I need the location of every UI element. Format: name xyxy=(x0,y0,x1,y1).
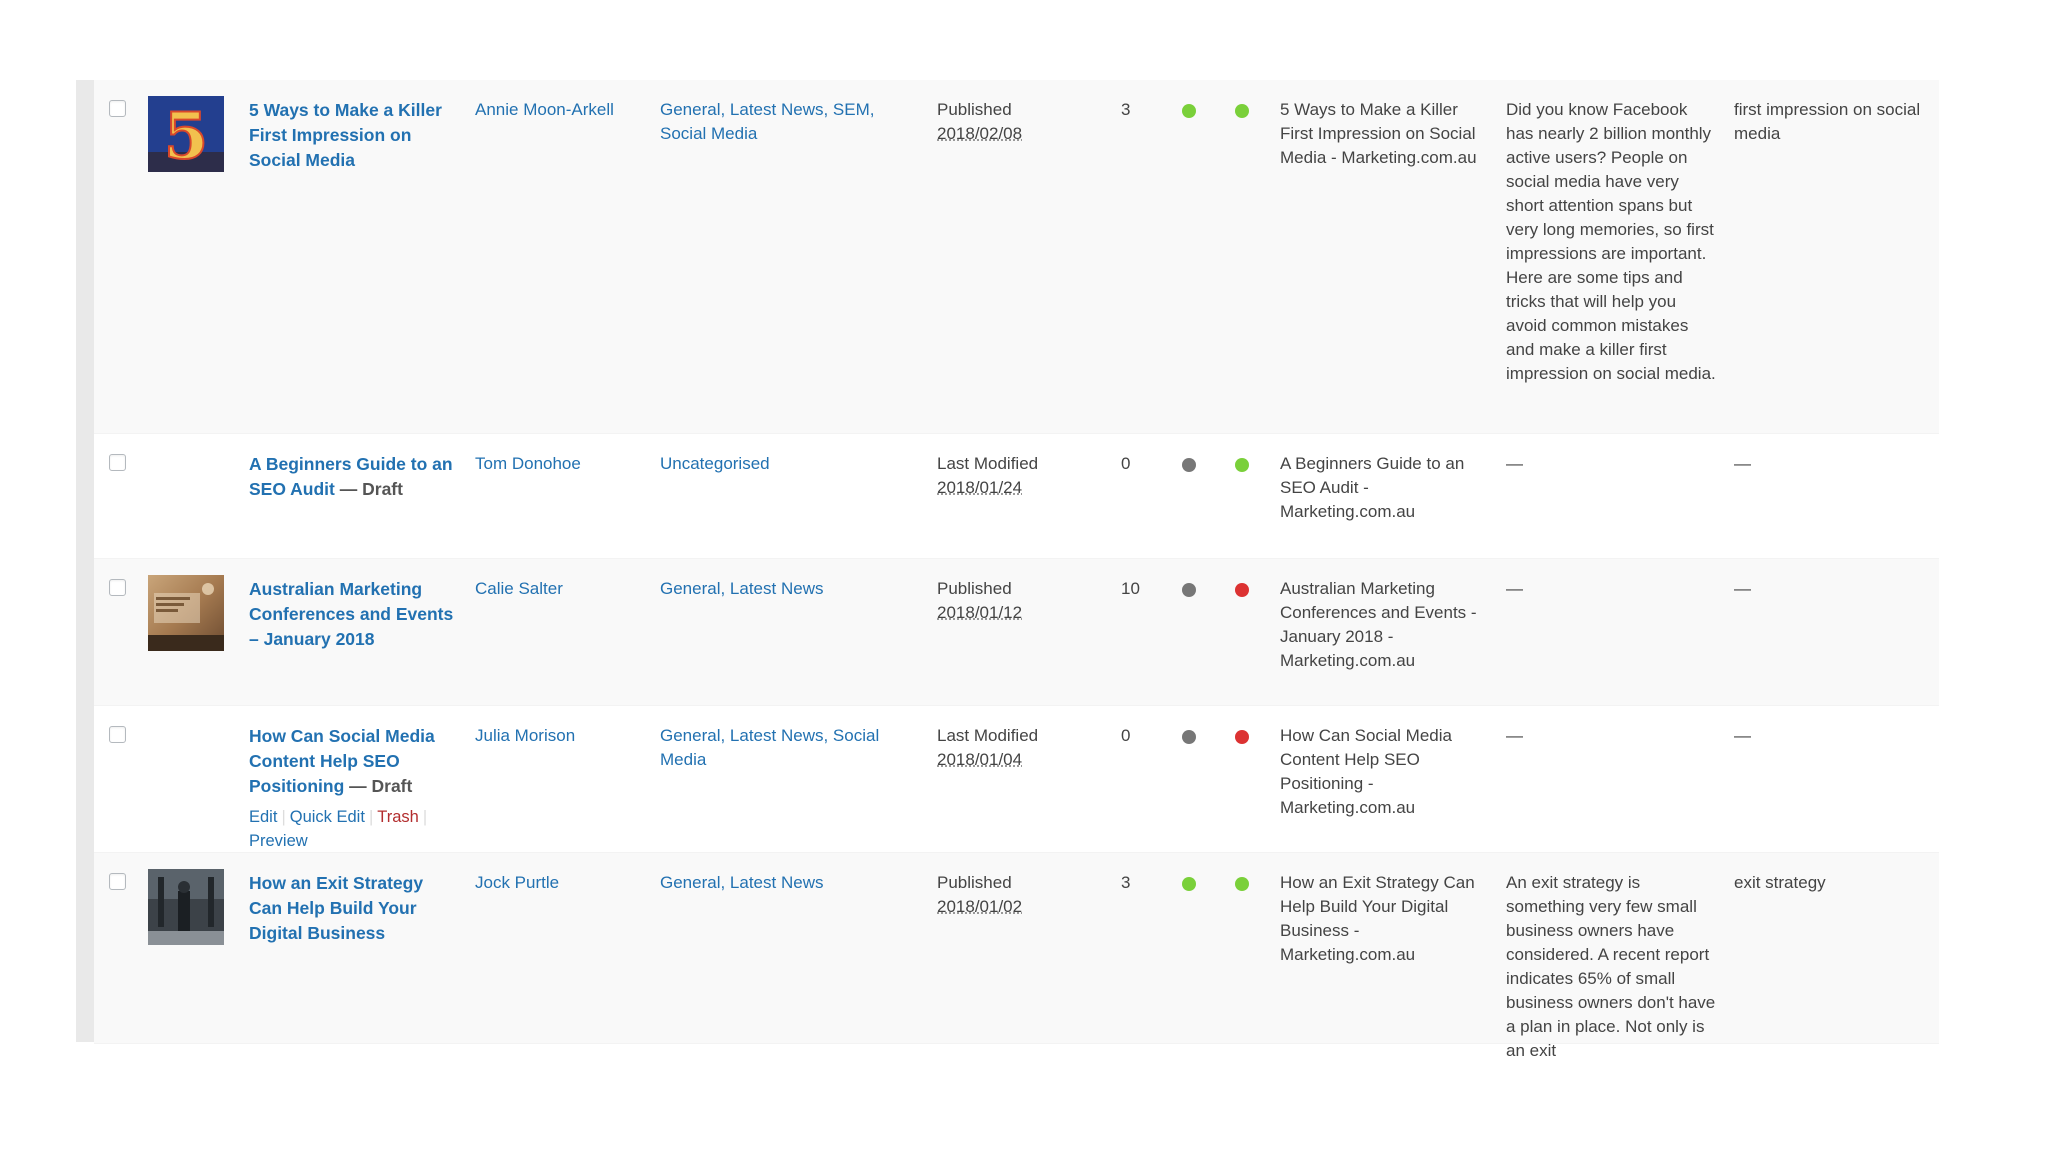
post-state: — Draft xyxy=(334,479,403,499)
post-title-link[interactable]: 5 Ways to Make a Killer First Impression on Social Media xyxy=(249,100,442,170)
date-cell xyxy=(937,724,1087,772)
author-link[interactable]: Jock Purtle xyxy=(475,873,560,892)
row-checkbox[interactable] xyxy=(109,873,126,890)
meta-description: — xyxy=(1506,454,1523,473)
comment-count[interactable]: 3 xyxy=(1121,100,1131,119)
row-checkbox[interactable] xyxy=(109,726,126,743)
posts-table xyxy=(94,80,1939,1060)
preview-link[interactable]: Preview xyxy=(249,832,308,850)
categories-links[interactable]: General, Latest News, SEM, Social Media xyxy=(660,100,875,143)
row-checkbox[interactable] xyxy=(109,100,126,117)
focus-keyword: exit strategy xyxy=(1734,873,1826,892)
separator: | xyxy=(281,808,286,826)
date-status: Published xyxy=(937,100,1012,119)
table-row xyxy=(94,559,1939,706)
readability-score-dot xyxy=(1235,877,1249,891)
focus-keyword: — xyxy=(1734,454,1751,473)
author-link[interactable]: Calie Salter xyxy=(475,579,563,598)
post-title-cell xyxy=(249,452,459,502)
readability-score-dot xyxy=(1235,104,1249,118)
post-thumbnail[interactable] xyxy=(148,869,224,945)
seo-title: Australian Marketing Conferences and Events - January 2018 - Marketing.com.au xyxy=(1280,579,1477,670)
categories-links[interactable]: General, Latest News xyxy=(660,873,824,892)
separator: | xyxy=(422,808,428,826)
svg-text:5: 5 xyxy=(163,99,209,174)
date-status: Last Modified xyxy=(937,454,1039,473)
date-cell xyxy=(937,98,1087,146)
date-cell xyxy=(937,871,1087,919)
post-title-cell xyxy=(249,871,459,946)
table-row xyxy=(94,434,1939,559)
post-title-link[interactable]: Australian Marketing Conferences and Events – January 2018 xyxy=(249,579,454,649)
seo-score-dot xyxy=(1182,104,1196,118)
meta-description: An exit strategy is something very few small business owners have considered. A recent report indicates 65% of small business owners don't have a plan in place. Not only is an exit xyxy=(1506,873,1716,1060)
post-thumbnail[interactable] xyxy=(148,96,224,172)
date-cell xyxy=(937,452,1087,500)
date-value: 2018/01/04 xyxy=(937,750,1023,769)
post-title-link[interactable]: A Beginners Guide to an SEO Audit xyxy=(249,454,453,499)
date-status: Last Modified xyxy=(937,726,1039,745)
date-value: 2018/01/24 xyxy=(937,478,1023,497)
quick-edit-link[interactable]: Quick Edit xyxy=(289,808,365,826)
date-value: 2018/01/12 xyxy=(937,603,1023,622)
comment-count[interactable]: 0 xyxy=(1121,726,1131,745)
focus-keyword: — xyxy=(1734,726,1751,745)
categories-links[interactable]: General, Latest News xyxy=(660,579,824,598)
seo-title: A Beginners Guide to an SEO Audit - Marketing.com.au xyxy=(1280,454,1465,521)
table-row xyxy=(94,853,1939,1060)
table-row xyxy=(94,80,1939,434)
row-checkbox[interactable] xyxy=(109,454,126,471)
focus-keyword: — xyxy=(1734,579,1751,598)
author-link[interactable]: Julia Morison xyxy=(475,726,576,745)
categories-links[interactable]: Uncategorised xyxy=(660,454,770,473)
post-title-link[interactable]: How an Exit Strategy Can Help Build Your Digital Business xyxy=(249,873,424,943)
date-status: Published xyxy=(937,579,1012,598)
author-link[interactable]: Tom Donohoe xyxy=(475,454,581,473)
trash-link[interactable]: Trash xyxy=(377,808,419,826)
left-panel-edge xyxy=(76,80,94,1042)
readability-score-dot xyxy=(1235,583,1249,597)
table-row xyxy=(94,706,1939,853)
seo-title: 5 Ways to Make a Killer First Impression on Social Media - Marketing.com.au xyxy=(1280,100,1477,167)
categories-links[interactable]: General, Latest News, Social Media xyxy=(660,726,880,769)
comment-count[interactable]: 10 xyxy=(1121,579,1140,598)
readability-score-dot xyxy=(1235,458,1249,472)
comment-count[interactable]: 3 xyxy=(1121,873,1131,892)
seo-score-dot xyxy=(1182,583,1196,597)
date-value: 2018/01/02 xyxy=(937,897,1023,916)
post-title-cell xyxy=(249,577,459,652)
seo-score-dot xyxy=(1182,458,1196,472)
seo-title: How an Exit Strategy Can Help Build Your Digital Business - Marketing.com.au xyxy=(1280,873,1475,964)
author-link[interactable]: Annie Moon-Arkell xyxy=(475,100,614,119)
comment-count[interactable]: 0 xyxy=(1121,454,1131,473)
separator: | xyxy=(368,808,374,826)
meta-description: — xyxy=(1506,726,1523,745)
date-status: Published xyxy=(937,873,1012,892)
seo-title: How Can Social Media Content Help SEO Positioning - Marketing.com.au xyxy=(1280,726,1452,817)
seo-score-dot xyxy=(1182,730,1196,744)
focus-keyword: first impression on social media xyxy=(1734,100,1921,143)
edit-link[interactable]: Edit xyxy=(249,808,278,826)
post-title-cell xyxy=(249,724,459,853)
date-cell xyxy=(937,577,1087,625)
row-actions xyxy=(249,805,459,853)
post-title-cell xyxy=(249,98,459,173)
readability-score-dot xyxy=(1235,730,1249,744)
meta-description: Did you know Facebook has nearly 2 billion monthly active users? People on social media have very short attention spans but very long memories, so first impressions are important. Here are some tips and tricks that will help you avoid common mistakes and make a killer first impression on social media. xyxy=(1506,100,1716,383)
post-title-link[interactable]: How Can Social Media Content Help SEO Positioning xyxy=(249,726,435,796)
post-thumbnail[interactable] xyxy=(148,575,224,651)
meta-description: — xyxy=(1506,579,1523,598)
post-state: — Draft xyxy=(344,776,413,796)
row-checkbox[interactable] xyxy=(109,579,126,596)
seo-score-dot xyxy=(1182,877,1196,891)
date-value: 2018/02/08 xyxy=(937,124,1023,143)
